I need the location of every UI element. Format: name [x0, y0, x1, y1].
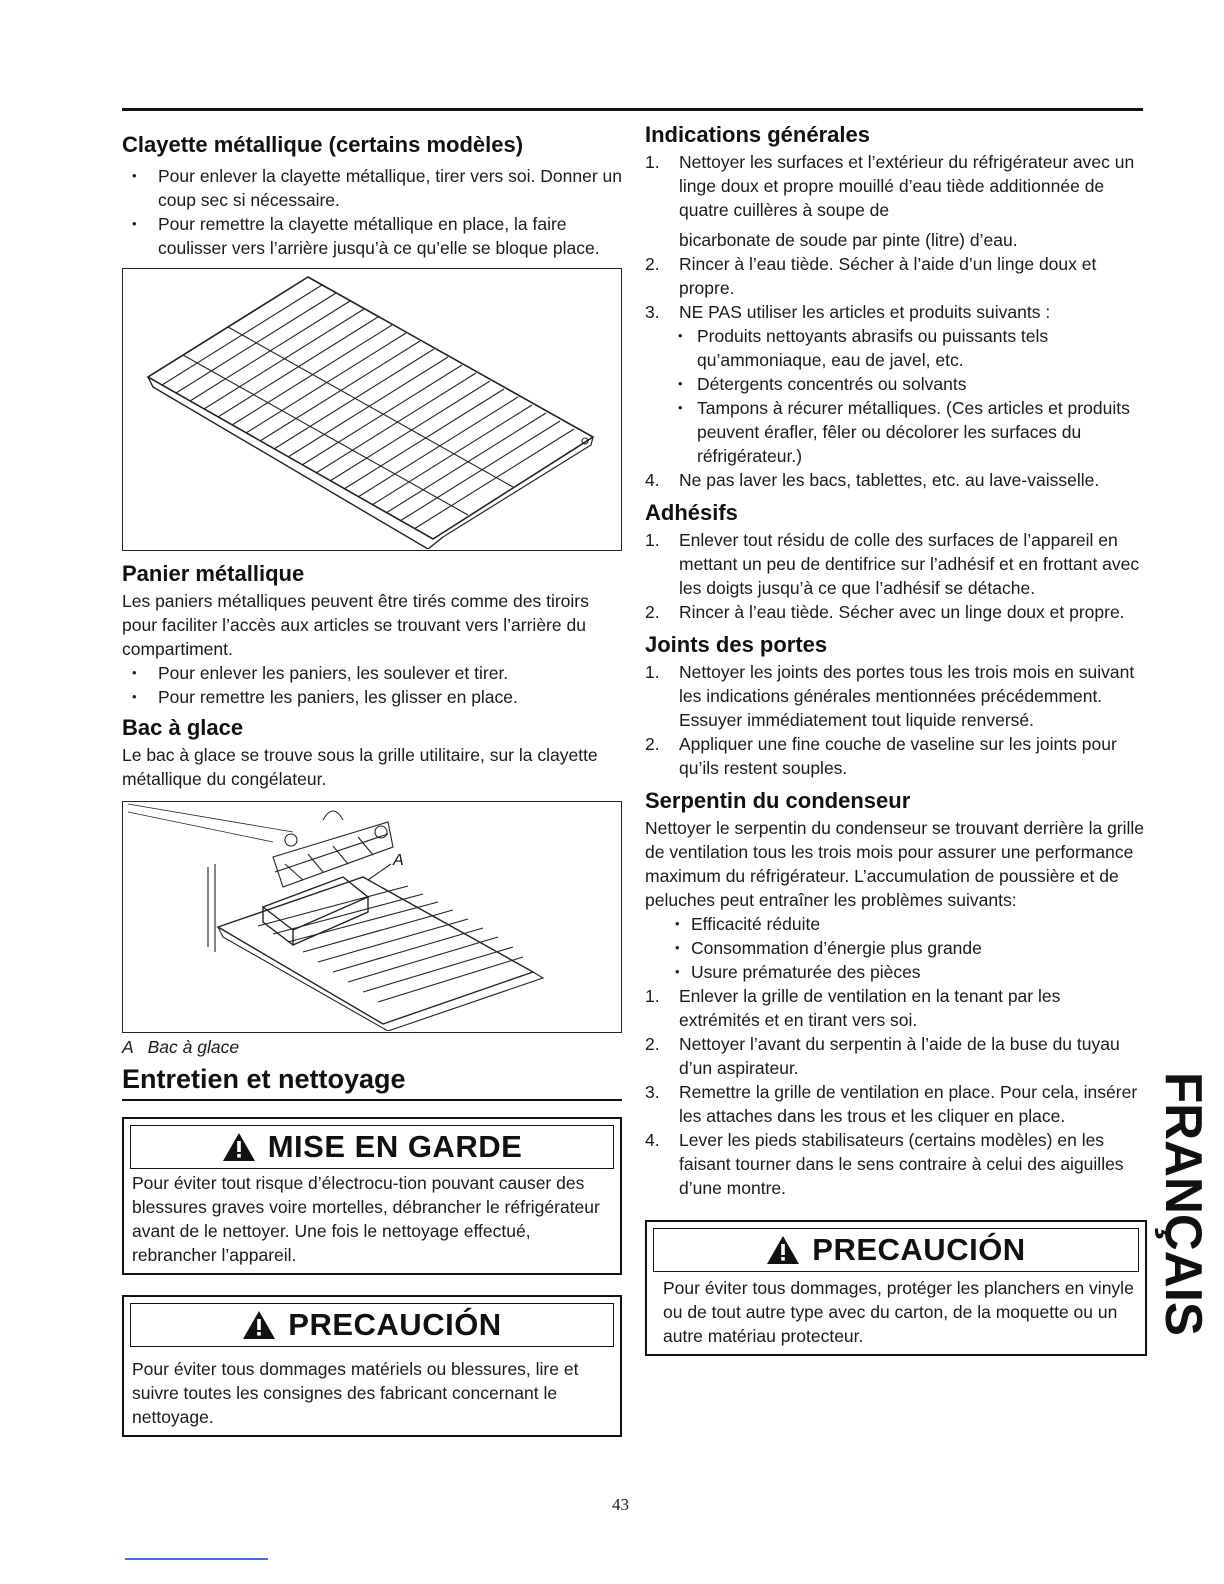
list-item: • Produits nettoyants abrasifs ou puissants tels qu’ammoniaque, eau de javel, etc.	[645, 324, 1145, 372]
warning-triangle-icon	[242, 1310, 276, 1340]
adhesifs-heading: Adhésifs	[645, 500, 738, 525]
indications-section	[645, 122, 1145, 492]
warning-box-mise-en-garde	[122, 1117, 622, 1275]
warning-header	[130, 1125, 614, 1169]
list-item: 1. Enlever la grille de ventilation en la tenant par les extrémités et en tirant vers soi.	[645, 986, 1061, 1030]
wire-line	[414, 429, 574, 529]
list-item: 3. NE PAS utiliser les articles et produits suivants : • Produits nettoyants abrasifs ou puissants tels qu’ammoniaque, eau de javel, etc. • Détergents concentrés ou solvants • Tampons à récurer métalliques. (Ces articles et produits peuvent érafler, fêler ou décolorer les surfaces du réfrigérateur.)	[645, 300, 1145, 468]
list-item: 2. Nettoyer l’avant du serpentin à l’aide de la buse du tuyau d’un aspirateur.	[645, 1034, 1120, 1078]
ice-bin-figure	[122, 801, 622, 1033]
ice-bin-illustration	[123, 802, 620, 1031]
wire-line	[330, 381, 490, 481]
wire-line	[344, 389, 504, 489]
wire-crossbar	[228, 327, 513, 487]
indications-heading: Indications générales	[645, 122, 870, 147]
list-item: • Pour remettre les paniers, les glisser en place.	[122, 685, 622, 709]
adhesifs-section	[645, 500, 1145, 624]
list-item: 4. Lever les pieds stabilisateurs (certains modèles) en les faisant tourner dans le sens contraire à celui des aiguilles d’une montre.	[645, 1130, 1124, 1198]
bac-section	[122, 715, 622, 791]
wire-line	[348, 937, 498, 982]
language-side-tab-text: FRANÇAIS	[1154, 1072, 1208, 1340]
joints-section	[645, 632, 1145, 780]
clayette-heading: Clayette métallique (certains modèles)	[122, 132, 524, 157]
list-item: 2. Rincer à l’eau tiède. Sécher avec un linge doux et propre.	[645, 602, 1125, 622]
list-item: 2. Appliquer une fine couche de vaseline sur les joints pour qu’ils restent souples.	[645, 734, 1117, 778]
clayette-bullets	[122, 164, 622, 260]
serpentin-intro: Nettoyer le serpentin du condenseur se trouvant derrière la grille de ventilation tous les trois mois pour assurer une performance maximum du réfrigérateur. L’accumulation de poussière et de peluches peut entraîner les problèmes suivants:	[645, 818, 1145, 910]
list-item: • Usure prématurée des pièces	[645, 960, 1145, 984]
wire-line	[400, 421, 560, 521]
entretien-section	[122, 1063, 622, 1101]
wire-crossbar	[183, 355, 468, 515]
wire-line	[218, 317, 378, 417]
warning-header	[653, 1228, 1139, 1272]
footer-link-line	[125, 1558, 268, 1560]
label-pointer	[368, 864, 391, 880]
serpentin-section	[645, 788, 1145, 1200]
wire-line	[318, 919, 468, 962]
list-item: 1. Nettoyer les surfaces et l’extérieur du réfrigérateur avec un linge doux et propre mouillé d’eau tiède additionnée de quatre cuillères à soupe de bicarbonate de soude par pinte (litre) d’eau.	[645, 152, 1135, 250]
panier-intro: Les paniers métalliques peuvent être tirés comme des tiroirs pour faciliter l’accès aux articles se trouvant vers l’arrière du compartiment.	[122, 591, 589, 659]
list-item: 1. Enlever tout résidu de colle des surfaces de l’appareil en mettant un peu de dentifrice sur l’adhésif et en frottant avec les doigts jusqu’à ce que l’adhésif se détache.	[645, 530, 1140, 598]
wire-line	[363, 947, 513, 992]
wire-line	[302, 365, 462, 465]
section-rule	[122, 1099, 622, 1101]
list-item: • Tampons à récurer métalliques. (Ces articles et produits peuvent érafler, fêler ou décolorer les surfaces du réfrigérateur.)	[645, 396, 1145, 468]
warning-title: PRECAUCIÓN	[288, 1307, 502, 1342]
warning-triangle-icon	[766, 1235, 800, 1265]
wire-line	[274, 349, 434, 449]
left-column	[122, 118, 622, 1437]
serpentin-bullets	[645, 912, 1145, 984]
list-item: • Pour enlever les paniers, les soulever et tirer.	[122, 661, 622, 685]
joints-list	[645, 660, 1145, 780]
right-column	[645, 118, 1145, 1356]
bac-intro: Le bac à glace se trouve sous la grille utilitaire, sur la clayette métallique du congélateur.	[122, 745, 598, 789]
list-item: • Pour enlever la clayette métallique, tirer vers soi. Donner un coup sec si nécessaire.	[122, 164, 622, 212]
warning-title: PRECAUCIÓN	[812, 1232, 1026, 1267]
clayette-section	[122, 132, 622, 260]
panier-bullets	[122, 661, 622, 709]
warning-body: Pour éviter tout risque d’électrocu-tion pouvant causer des blessures graves voire mortelles, débrancher le réfrigérateur avant de le nettoyer. Une fois le nettoyage effectué, rebrancher l’appareil.	[132, 1173, 600, 1265]
sub-bullets	[645, 324, 1145, 468]
list-item: • Efficacité réduite	[645, 912, 1145, 936]
wire-line	[358, 397, 518, 497]
list-item: 4. Ne pas laver les bacs, tablettes, etc. au lave-vaisselle.	[645, 470, 1100, 490]
wire-line	[260, 341, 420, 441]
page-number: 43	[612, 1495, 629, 1514]
list-item: 2. Rincer à l’eau tiède. Sécher à l’aide d’un linge doux et propre.	[645, 254, 1097, 298]
wire-shelf-figure	[122, 268, 622, 551]
warning-triangle-icon	[222, 1132, 256, 1162]
warning-body: Pour éviter tous dommages, protéger les planchers en vinyle ou de tout autre type avec du carton, de la moquette ou un autre matériau protecteur.	[663, 1278, 1134, 1346]
panier-section	[122, 561, 622, 709]
wire-line	[288, 357, 448, 457]
entretien-heading: Entretien et nettoyage	[122, 1064, 406, 1094]
warning-box-precaucion	[122, 1295, 622, 1437]
list-item: 3. Remettre la grille de ventilation en place. Pour cela, insérer les attaches dans les trous et les cliquer en place.	[645, 1082, 1138, 1126]
wire-line	[372, 405, 532, 505]
warning-header	[130, 1303, 614, 1347]
serpentin-heading: Serpentin du condenseur	[645, 788, 911, 813]
warning-box-precaucion-floor	[645, 1220, 1147, 1356]
wire-line	[378, 957, 523, 1002]
bac-heading: Bac à glace	[122, 715, 244, 740]
figure-label-a: A	[393, 852, 404, 869]
list-item: • Pour remettre la clayette métallique en place, la faire coulisser vers l’arrière jusqu’à ce qu’elle se bloque place.	[122, 212, 622, 260]
joints-heading: Joints des portes	[645, 632, 828, 657]
top-rule	[122, 108, 1143, 111]
ice-bin	[263, 877, 368, 930]
panier-heading: Panier métallique	[122, 561, 305, 586]
adhesifs-list	[645, 528, 1145, 624]
wire-line	[316, 373, 476, 473]
list-item: 1. Nettoyer les joints des portes tous les trois mois en suivant les indications générales mentionnées précédemment. Essuyer immédiatement tout liquide renversé.	[645, 662, 1135, 730]
serpentin-list	[645, 984, 1145, 1200]
wire-line	[232, 325, 392, 425]
wire-line	[386, 413, 546, 513]
warning-body: Pour éviter tous dommages matériels ou blessures, lire et suivre toutes les consignes des fabricant concernant le nettoyage.	[132, 1359, 579, 1427]
wire-line	[246, 333, 406, 433]
indications-list	[645, 150, 1145, 492]
list-item: • Détergents concentrés ou solvants	[645, 372, 1145, 396]
freezer-shelf	[218, 877, 533, 1024]
wire-line	[333, 928, 483, 972]
warning-title: MISE EN GARDE	[267, 1129, 523, 1164]
list-item: • Consommation d’énergie plus grande	[645, 936, 1145, 960]
ice-bin-caption: A Bac à glace	[122, 1037, 240, 1057]
language-side-tab	[1148, 1070, 1208, 1340]
wire-shelf-illustration	[123, 269, 620, 549]
